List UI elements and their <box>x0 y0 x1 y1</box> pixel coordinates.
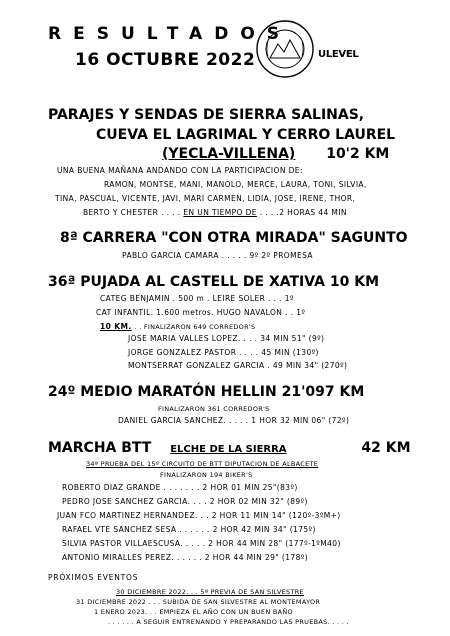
section1-line1: UNA BUENA MAÑANA ANDANDO CON LA PARTICIPACION DE: <box>57 166 303 175</box>
section1-heading-line1: PARAJES Y SENDAS DE SIERRA SALINAS, <box>48 107 365 123</box>
table-row: ROBERTO DIAZ GRANDE . . . . . . . 2 HOR 01 MIN 25"(83º) <box>62 483 298 492</box>
section3-result1: JOSE MARIA VALLES LOPEZ. . . . 34 MIN 51" (9º) <box>128 334 325 343</box>
section1-line2: RAMON, MONTSE, MANI, MANOLO, MERCE, LAURA, TONI, SILVIA, <box>104 180 367 189</box>
table-row: JUAN FCO MARTINEZ HERNANDEZ. . . 2 HOR 11 MIN 14" (120º-3ºM+) <box>57 511 341 520</box>
section3-heading: 36ª PUJADA AL CASTELL DE XATIVA 10 KM <box>48 274 379 290</box>
section3-line2: CAT INFANTIL. 1.600 metros. HUGO NAVALON . . 1º <box>96 308 306 317</box>
section3-line1: CATEG BENJAMIN . 500 m . LEIRE SOLER . . . 1º <box>100 294 294 303</box>
section1-line4 <box>83 208 347 217</box>
section4-line1: FINALIZARON 361 CORREDOR'S <box>158 405 270 413</box>
section2-heading: 8ª CARRERA "CON OTRA MIRADA" SAGUNTO <box>60 230 408 246</box>
brand-mark: ULEVEL <box>318 49 359 60</box>
section1-line4-a: BERTO Y CHESTER . . . . <box>83 208 181 217</box>
page-title: RESULTADOS <box>48 24 292 44</box>
section1-line3: TINA, PASCUAL, VICENTE, JAVI, MARI CARMEN, LIDIA, JOSE, IRENE, THOR, <box>55 194 356 203</box>
section3-result3: MONTSERRAT GONZALEZ GARCIA . 49 MIN 34" (270º) <box>128 361 348 370</box>
table-row: RAFAEL VTE SANCHEZ SESA . . . . . . 2 HOR 42 MIN 34" (175º) <box>62 525 316 534</box>
table-row: SILVIA PASTOR VILLAESCUSA. . . . . 2 HOR 44 MIN 28" (177º-1ºM40) <box>62 539 341 548</box>
section3-finishers: . . FINALIZARON 649 CORREDOR'S <box>134 323 256 331</box>
table-row: PEDRO JOSE SANCHEZ GARCIA. . . . 2 HOR 02 MIN 32" (89º) <box>62 497 308 506</box>
section4-heading: 24º MEDIO MARATÓN HELLIN 21'097 KM <box>48 384 365 400</box>
section3-result2: JORGE GONZALEZ PASTOR . . . . 45 MIN (130º) <box>128 348 319 357</box>
club-logo-icon <box>254 18 316 80</box>
event-item: 31 DICIEMBRE 2022 . . . SUBIDA DE SAN SILVESTRE AL MONTEMAYOR <box>76 598 321 606</box>
section1-distance: 10'2 KM <box>326 146 390 162</box>
section5-line1: 34ª PRUEBA DEL 15º CIRCUITO DE BTT DIPUTACION DE ALBACETE <box>86 460 319 468</box>
club-logo <box>254 18 316 80</box>
section5-heading-b: ELCHE DE LA SIERRA <box>170 444 287 455</box>
section2-line1: PABLO GARCIA CAMARA . . . . . 9º 2º PROMESA <box>122 251 313 260</box>
section1-location: (YECLA-VILLENA) <box>162 146 296 162</box>
section1-line4-b: EN UN TIEMPO DE <box>183 208 257 217</box>
section4-result1: DANIEL GARCIA SANCHEZ. . . . . 1 HOR 32 MIN 06" (72º) <box>118 416 350 425</box>
section1-heading-line2: CUEVA EL LAGRIMAL Y CERRO LAUREL <box>96 127 396 143</box>
section3-line3 <box>100 322 255 331</box>
section5-heading <box>48 440 411 456</box>
section1-heading-line3 <box>162 146 389 162</box>
table-row: ANTONIO MIRALLES PEREZ. . . . . . 2 HOR 44 MIN 29" (178º) <box>62 553 309 562</box>
section1-line4-c: . . . .2 HORAS 44 MIN <box>259 208 347 217</box>
section5-heading-a: MARCHA BTT <box>48 440 152 456</box>
event-item: . . . . . . A SEGUIR ENTRENANDO Y PREPARANDO LAS PRUEBAS. . . . . <box>108 618 349 626</box>
event-item: 30 DICIEMBRE 2022. . . 5ª PREVIA DE SAN SILVESTRE <box>116 588 304 596</box>
event-item: 1 ENERO 2023. . . EMPIEZA EL AÑO CON UN BUEN BAÑO <box>94 608 293 616</box>
events-heading: PRÓXIMOS EVENTOS <box>48 573 139 582</box>
page-date: 16 OCTUBRE 2022 <box>75 50 256 70</box>
section5-line2: FINALIZARON 194 BIKER'S <box>160 471 253 479</box>
section5-heading-c: 42 KM <box>361 440 411 456</box>
section3-distance: 10 KM. <box>100 322 132 331</box>
